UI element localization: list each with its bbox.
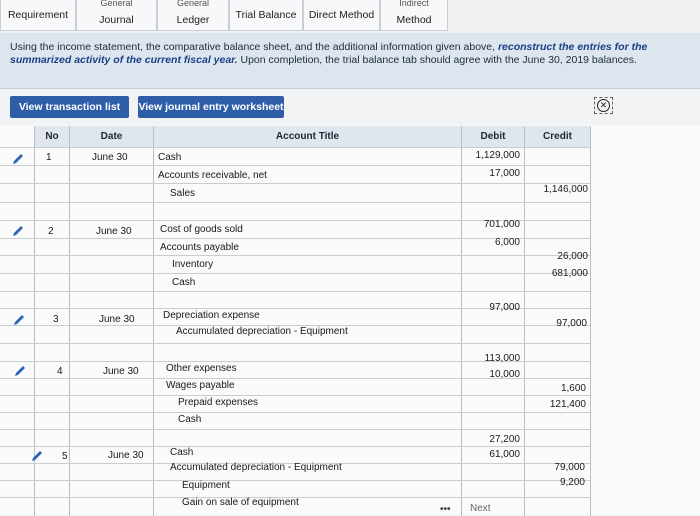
edit-pencil-icon[interactable]: [12, 313, 26, 327]
tab-general-journal[interactable]: [76, 0, 157, 31]
debit-cell[interactable]: 1,129,000: [475, 150, 520, 161]
entry-date: June 30: [108, 450, 144, 461]
debit-cell[interactable]: 10,000: [489, 369, 520, 380]
tab-direct-method-label: Direct Method: [308, 9, 375, 21]
row-divider: [0, 429, 590, 430]
account-cell[interactable]: Inventory: [172, 259, 214, 270]
row-divider: [0, 395, 590, 396]
account-cell[interactable]: Prepaid expenses: [178, 397, 259, 408]
edit-pencil-icon[interactable]: [11, 224, 25, 238]
tab-indirect-method-top: Indirect: [399, 0, 429, 8]
account-cell[interactable]: Cash: [172, 277, 196, 288]
header-credit: Credit: [525, 126, 590, 148]
tab-general-journal-label: Journal: [99, 14, 134, 26]
header-date: Date: [70, 126, 153, 148]
account-cell[interactable]: Wages payable: [166, 380, 235, 391]
tab-bar: [0, 0, 700, 33]
tab-general-ledger-label: Ledger: [176, 14, 210, 26]
instructions-part2: Upon completion, the trial balance tab should agree with the June 30, 2019 balances.: [237, 54, 637, 66]
tab-indirect-method[interactable]: [380, 0, 448, 31]
tab-requirement-label: Requirement: [7, 9, 69, 21]
debit-cell[interactable]: 701,000: [483, 219, 520, 230]
debit-cell[interactable]: 27,200: [489, 434, 520, 445]
tab-trial-balance-label: Trial Balance: [235, 9, 297, 21]
credit-cell[interactable]: 26,000: [557, 251, 588, 262]
edit-pencil-icon[interactable]: [30, 449, 44, 463]
more-dots: •••: [440, 504, 451, 515]
entry-number: 4: [57, 366, 63, 377]
row-divider: [0, 343, 590, 344]
row-divider: [0, 412, 590, 413]
entry-date: June 30: [99, 314, 135, 325]
row-divider: [0, 147, 590, 148]
col-divider: [590, 126, 591, 516]
tab-general-ledger-top: General: [176, 0, 210, 8]
credit-cell[interactable]: 1,600: [560, 383, 586, 394]
entry-date: June 30: [92, 152, 128, 163]
account-cell[interactable]: Accounts receivable, net: [158, 170, 267, 181]
row-divider: [0, 291, 590, 292]
debit-cell[interactable]: 113,000: [484, 353, 520, 364]
instructions-part1: Using the income statement, the comparative balance sheet, and the additional information given above,: [10, 41, 498, 53]
account-cell[interactable]: Sales: [170, 188, 196, 199]
account-cell[interactable]: Other expenses: [166, 363, 237, 374]
account-cell[interactable]: Cash: [158, 152, 182, 163]
entry-date: June 30: [103, 366, 139, 377]
header-debit: Debit: [462, 126, 524, 148]
account-cell[interactable]: Accounts payable: [160, 242, 239, 253]
view-journal-entry-worksheet-button[interactable]: View journal entry worksheet: [138, 96, 284, 118]
account-cell[interactable]: Equipment: [182, 480, 230, 491]
next-button[interactable]: Next: [470, 503, 491, 514]
header-no: No: [35, 126, 69, 148]
debit-cell[interactable]: 6,000: [494, 237, 520, 248]
credit-cell[interactable]: 9,200: [559, 477, 585, 488]
col-divider: [153, 126, 154, 516]
debit-cell[interactable]: 97,000: [489, 302, 520, 313]
credit-cell[interactable]: 681,000: [551, 268, 588, 279]
account-cell[interactable]: Cost of goods sold: [160, 224, 243, 235]
edit-pencil-icon[interactable]: [11, 152, 25, 166]
account-cell[interactable]: Cash: [170, 447, 194, 458]
row-divider: [0, 446, 590, 447]
instructions-emphasis: reconstruct the entries for the summarized activity of the current fiscal year.: [10, 41, 648, 66]
tab-requirement[interactable]: [0, 0, 76, 31]
tab-general-ledger[interactable]: [157, 0, 229, 31]
account-cell[interactable]: Cash: [178, 414, 202, 425]
row-divider: [0, 202, 590, 203]
instructions-text: [10, 41, 690, 67]
entry-number: 1: [46, 152, 52, 163]
instructions-panel: [0, 33, 700, 89]
entry-number: 3: [53, 314, 59, 325]
view-transaction-list-button[interactable]: View transaction list: [10, 96, 129, 118]
tab-indirect-method-label: Method: [396, 14, 432, 26]
row-divider: [0, 165, 590, 166]
tab-general-journal-top: General: [100, 0, 133, 8]
edit-pencil-icon[interactable]: [13, 364, 27, 378]
entry-number: 2: [48, 226, 54, 237]
account-cell[interactable]: Depreciation expense: [163, 310, 260, 321]
credit-cell[interactable]: 1,146,000: [543, 184, 588, 195]
account-cell[interactable]: Accumulated depreciation - Equipment: [176, 326, 348, 337]
credit-cell[interactable]: 97,000: [556, 318, 587, 329]
col-divider: [69, 126, 70, 516]
debit-cell[interactable]: 17,000: [489, 168, 520, 179]
close-button[interactable]: [594, 97, 613, 114]
tab-direct-method[interactable]: [303, 0, 380, 31]
credit-cell[interactable]: 79,000: [554, 462, 585, 473]
header-account-title: Account Title: [154, 126, 461, 148]
entry-date: June 30: [96, 226, 132, 237]
tab-trial-balance[interactable]: [229, 0, 303, 31]
debit-cell[interactable]: 61,000: [489, 449, 520, 460]
credit-cell[interactable]: 121,400: [549, 399, 586, 410]
entry-number: 5: [62, 451, 68, 462]
account-cell[interactable]: Accumulated depreciation - Equipment: [170, 462, 342, 473]
close-icon: ✕: [597, 99, 610, 112]
account-cell[interactable]: Gain on sale of equipment: [182, 497, 299, 508]
